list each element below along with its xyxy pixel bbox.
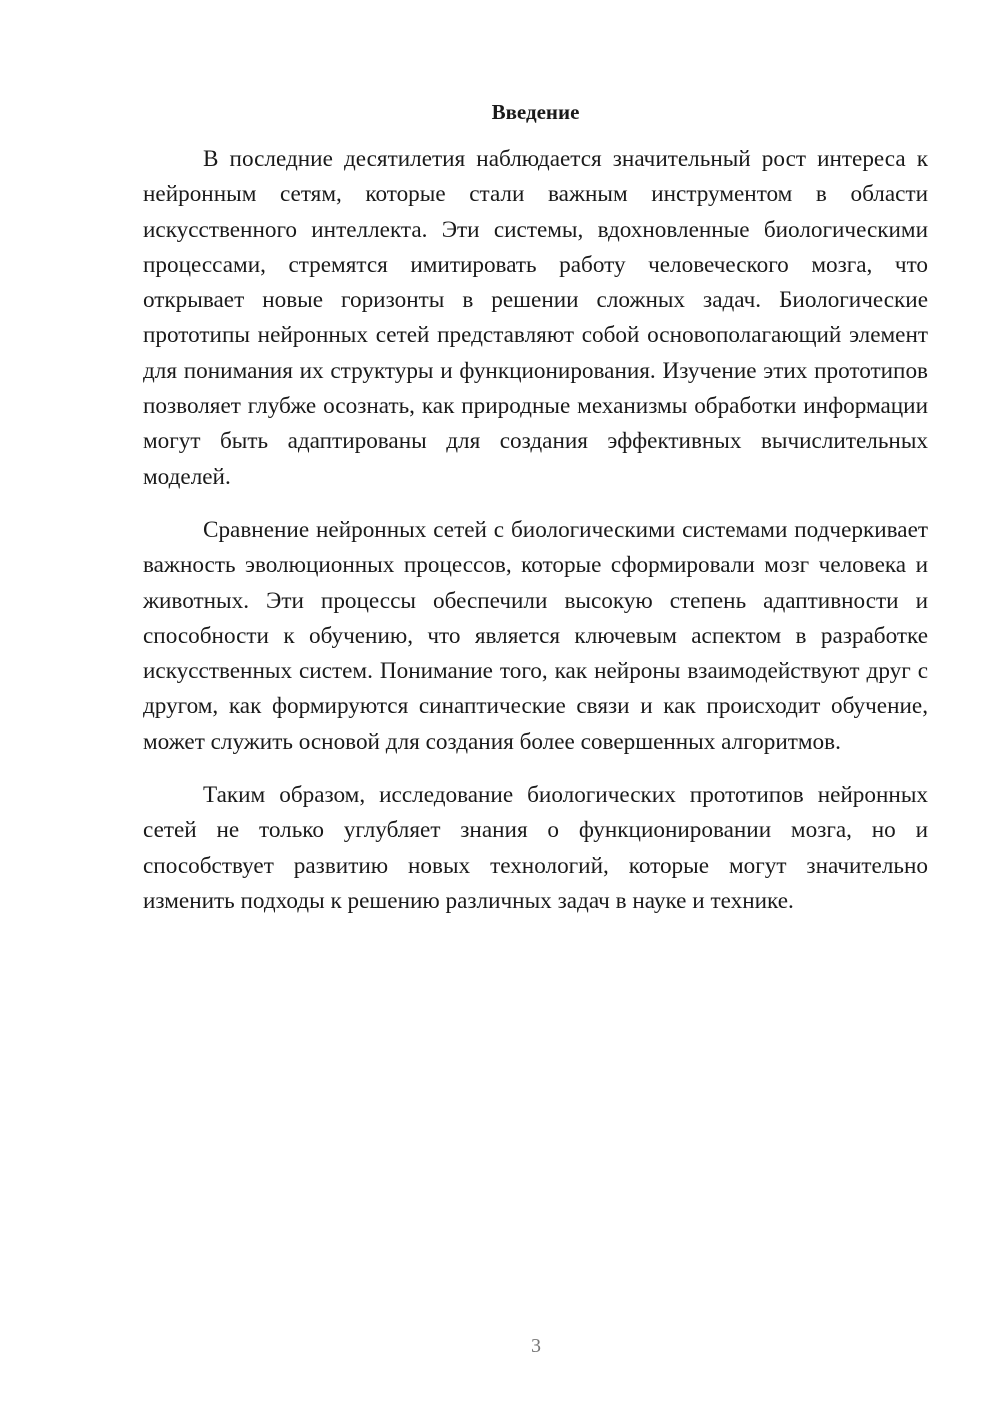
page-title: Введение [491, 100, 580, 124]
body-text [143, 142, 928, 937]
paragraph-2: Сравнение нейронных сетей с биологическими системами подчеркивает важность эволюционных процессов, которые сформировали мозг человека и животных. Эти процессы обеспечили высокую степень адаптивности и способности к обучению, что является ключевым аспектом в разработке искусственных систем. Понимание того, как нейроны взаимодействуют друг с другом, как формируются синаптические связи и как происходит обучение, может служить основой для создания более совершенных алгоритмов. [143, 516, 928, 755]
paragraph-3: Таким образом, исследование биологических прототипов нейронных сетей не только углубляет знания о функционировании мозга, но и способствует развитию новых технологий, которые могут значительно изменить подходы к решению различных задач в науке и технике. [143, 782, 928, 914]
page-number: 3 [531, 1335, 541, 1357]
paragraph-1: В последние десятилетия наблюдается значительный рост интереса к нейронным сетям, которые стали важным инструментом в области искусственного интеллекта. Эти системы, вдохновленные биологическими процессами, стремятся имитировать работу человеческого мозга, что открывает новые горизонты в решении сложных задач. Биологические прототипы нейронных сетей представляют собой основополагающий элемент для понимания их структуры и функционирования. Изучение этих прототипов позволяет глубже осознать, как природные механизмы обработки информации могут быть адаптированы для создания эффективных вычислительных моделей. [143, 146, 928, 490]
